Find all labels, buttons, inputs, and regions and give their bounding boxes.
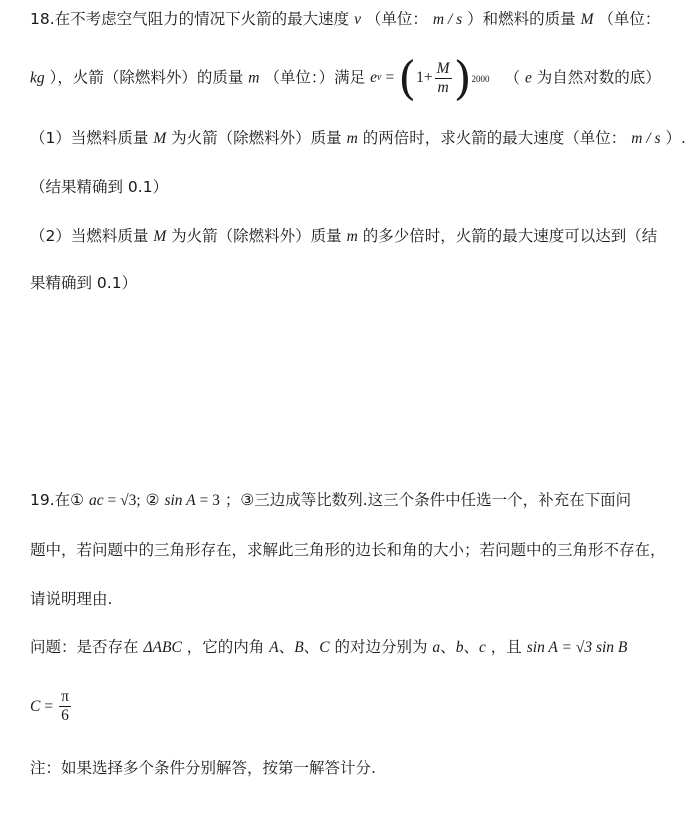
q19-text: 的对边分别为: [334, 638, 428, 656]
sin-A: sin A: [164, 492, 196, 509]
var-m: m: [346, 228, 358, 245]
q19-condition-C: [30, 684, 678, 729]
sine-relation: sin A = √3 sin B: [526, 639, 628, 656]
separator: 、: [440, 638, 456, 656]
var-M: M: [153, 130, 167, 147]
q18-part1: [30, 127, 686, 150]
q18-line-2: [30, 52, 678, 104]
note-text: 注：如果选择多个条件分别解答，按第一解答计分.: [30, 759, 376, 777]
left-paren: (: [398, 51, 417, 105]
condition-2-value: = 3: [195, 492, 220, 509]
var-m: m: [346, 130, 358, 147]
q18-text: 为火箭（除燃料外）质量: [171, 129, 342, 147]
q18-text: 为火箭（除燃料外）质量: [171, 227, 342, 245]
C-equals-pi-over-6: [30, 685, 73, 729]
q19-line-2: [30, 539, 678, 561]
var-M: M: [153, 228, 167, 245]
q18-text: （: [504, 68, 520, 87]
rocket-formula: [370, 52, 489, 104]
side-a: a: [432, 639, 441, 656]
q19-text: 请说明理由.: [30, 590, 113, 608]
q18-text: 为自然对数的底）: [536, 68, 661, 87]
q18-text: （单位：: [365, 10, 428, 28]
unit-kg: kg: [30, 69, 45, 87]
q18-text: 18.在不考虑空气阻力的情况下火箭的最大速度: [30, 10, 350, 28]
q19-line-1: [30, 489, 678, 512]
separator: 、: [463, 638, 479, 656]
right-paren: ): [453, 51, 472, 105]
q18-text: 的多少倍时，火箭的最大速度可以达到（结: [362, 227, 658, 245]
q18-line-1: [30, 8, 678, 31]
exponent-2000: 2000: [471, 74, 490, 84]
var-e: e: [524, 69, 532, 87]
q18-text: ）和燃料的质量: [467, 10, 576, 28]
q19-text: ，它的内角: [186, 638, 265, 656]
equals-sign: =: [385, 69, 395, 86]
q19-text: ②: [145, 491, 160, 509]
q19-text: 19.在①: [30, 491, 85, 509]
q19-text: 问题：是否存在: [30, 638, 139, 656]
var-e: e: [370, 69, 378, 86]
q18-text: （结果精确到 0.1）: [30, 178, 169, 196]
angle-C: C: [319, 639, 330, 656]
q18-text: 的两倍时，求火箭的最大速度（单位：: [362, 129, 627, 147]
triangle-ABC: ΔABC: [143, 639, 182, 656]
angle-C: C: [30, 697, 41, 715]
q19-text: 题中，若问题中的三角形存在，求解此三角形的边长和角的大小；若问题中的三角形不存在，: [30, 541, 666, 559]
q18-text: （单位：）满足: [264, 68, 366, 87]
q19-line-3: [30, 588, 678, 610]
denominator: 6: [61, 707, 69, 724]
q18-part1-precision: [30, 176, 678, 198]
q18-text: （单位：: [598, 10, 661, 28]
side-b: b: [455, 639, 464, 656]
separator: 、: [278, 638, 295, 656]
fraction-pi-over-6: [59, 688, 71, 725]
var-M: M: [580, 11, 594, 28]
q18-part2-precision: [30, 272, 678, 294]
denominator: m: [437, 78, 449, 96]
separator: 、: [303, 638, 320, 656]
q19-text: ，且: [490, 638, 522, 656]
numerator: π: [61, 688, 69, 705]
q18-text: ），火箭（除燃料外）的质量: [49, 68, 244, 87]
var-ac: ac: [88, 492, 104, 509]
exponent-v: v: [377, 72, 382, 83]
fraction-M-over-m: [435, 60, 452, 97]
side-c: c: [478, 639, 486, 656]
q18-text: （2）当燃料质量: [30, 227, 149, 245]
q18-text: ）.: [665, 129, 686, 147]
q18-part2: [30, 225, 678, 248]
angle-B: B: [294, 639, 304, 656]
q18-text: 果精确到 0.1）: [30, 274, 138, 292]
numerator: M: [436, 59, 450, 77]
unit-ms: m / s: [432, 11, 463, 28]
q19-problem-statement: [30, 636, 678, 659]
angle-A: A: [269, 639, 279, 656]
var-m: m: [248, 69, 260, 87]
unit-ms: m / s: [631, 130, 661, 147]
condition-1-value: = √3;: [103, 492, 141, 509]
q18-text: （1）当燃料质量: [30, 129, 149, 147]
equals-sign: =: [44, 697, 54, 715]
one-plus: 1+: [416, 69, 433, 86]
var-v: v: [354, 11, 361, 28]
q19-note: [30, 757, 678, 779]
q19-text: ；③三边成等比数列.这三个条件中任选一个，补充在下面问: [224, 491, 632, 509]
